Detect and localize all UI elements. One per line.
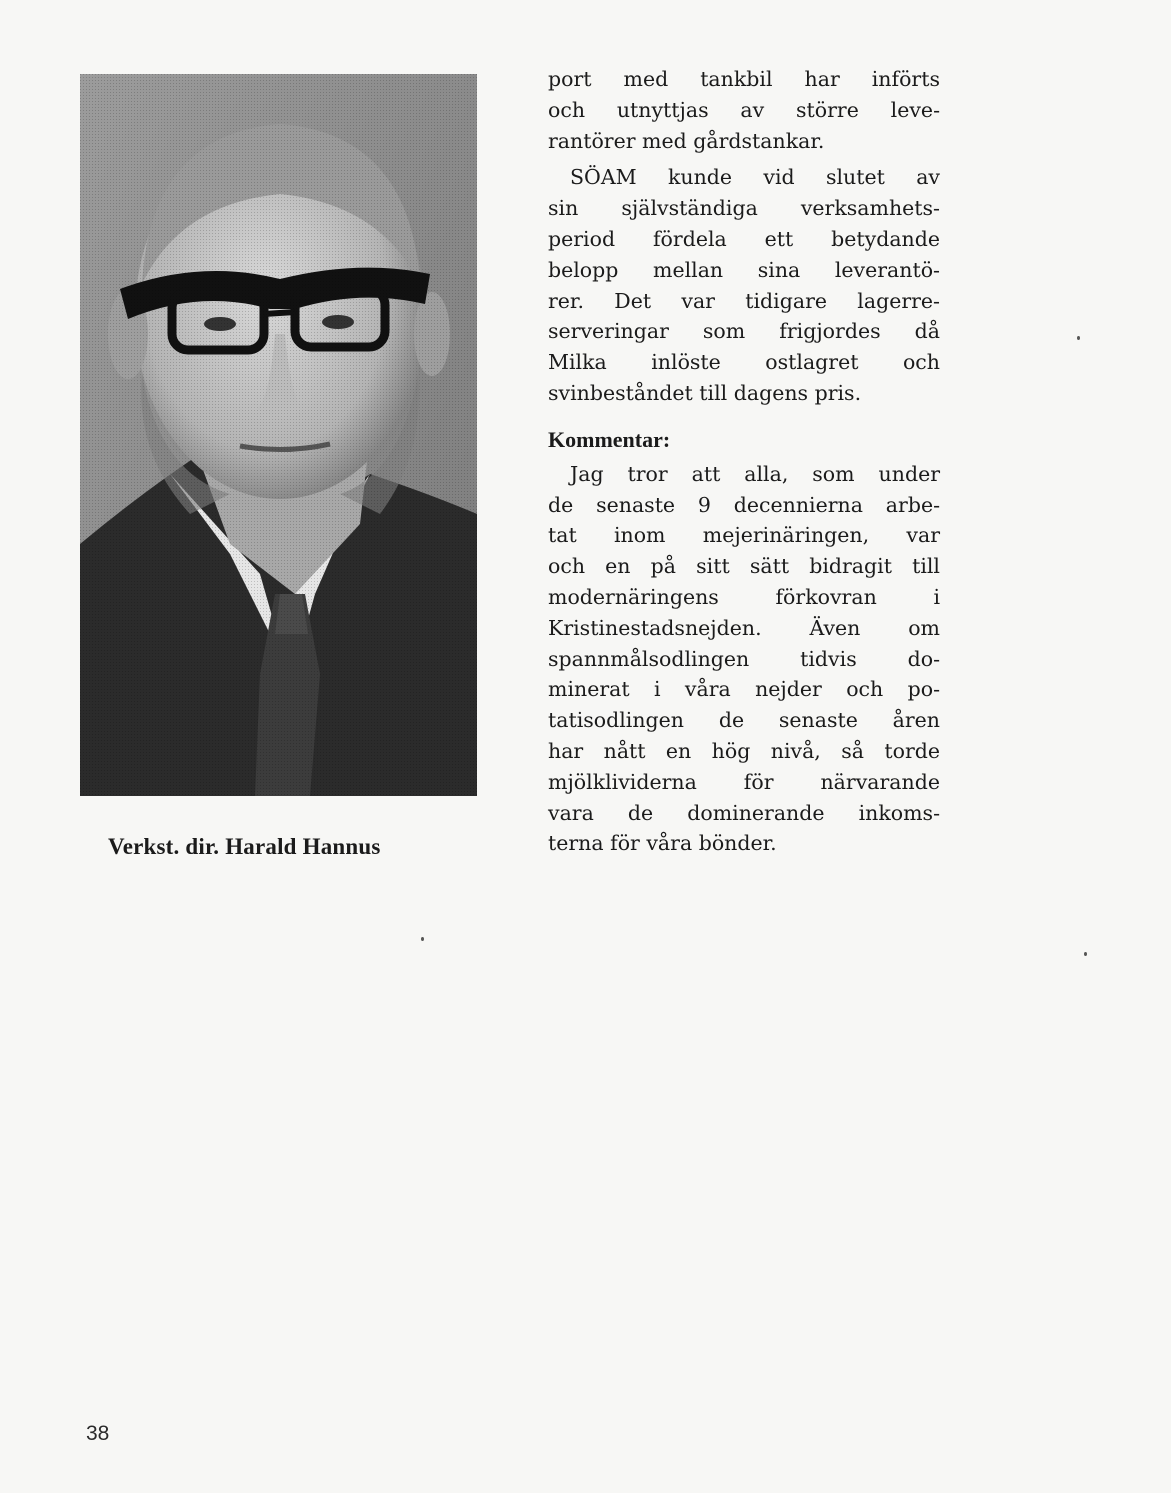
text-line: minerat i våra nejder och po- [548,677,940,702]
text-line: Kristinestadsnejden. Även om [548,615,940,640]
text-line: Jag tror att alla, som under [570,461,940,486]
text-line: sin självständiga verksamhets- [548,196,940,221]
text-line: rer. Det var tidigare lagerre- [548,288,940,313]
text-line: modernäringens förkovran i [548,584,940,609]
section-heading: Kommentar: [548,426,671,452]
text-line: tatisodlingen de senaste åren [548,708,940,733]
text-line: period fördela ett betydande [548,226,940,251]
text-line: och en på sitt sätt bidragit till [548,554,940,579]
print-speck [1077,336,1080,340]
text-line: port med tankbil har införts [548,67,940,91]
article-text-column [548,64,940,859]
text-line: spannmålsodlingen tidvis do- [548,646,940,671]
text-line: SÖAM kunde vid slutet av [570,165,940,190]
text-line: vara de dominerande inkoms- [548,800,940,825]
text-line: tat inom mejerinäringen, var [548,523,940,548]
text-line: de senaste 9 decennierna arbe- [548,492,940,517]
portrait-photo [80,74,477,796]
page-number: 38 [86,1422,110,1445]
print-speck [1084,952,1087,956]
text-line: serveringar som frigjordes då [548,319,940,344]
print-speck [421,937,424,941]
text-line: svinbeståndet till dagens pris. [548,380,862,405]
text-line: rantörer med gårdstankar. [548,128,825,153]
text-line: belopp mellan sina leverantö- [548,257,940,282]
text-line: mjölklividerna för närvarande [548,769,940,794]
text-line: terna för våra bönder. [548,831,777,856]
text-line: Milka inlöste ostlagret och [548,350,940,375]
text-line: har nått en hög nivå, så torde [548,738,940,763]
photo-caption: Verkst. dir. Harald Hannus [108,834,381,859]
text-line: och utnyttjas av större leve- [548,97,940,122]
